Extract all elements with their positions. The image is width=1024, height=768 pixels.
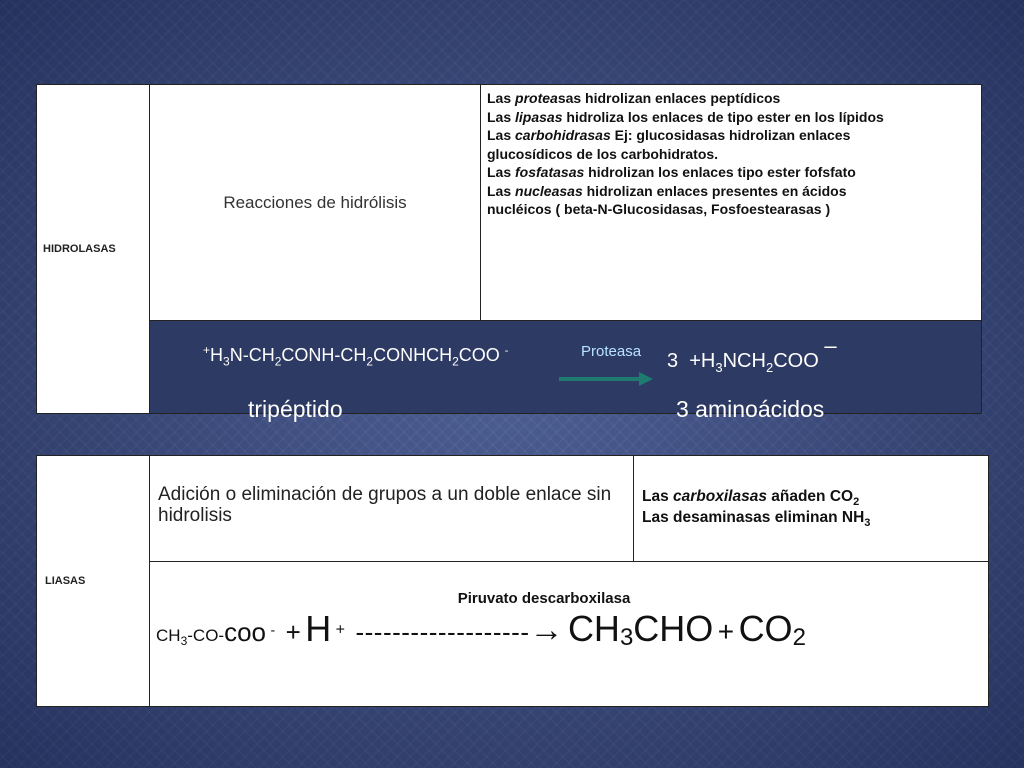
liasas-equation: $CH_3-CO$-coo - + H + -------------------→ $CH_3CHO + CO_2$ <box>156 608 806 652</box>
enzyme-line: Las fosfatasas hidrolizan los enlaces tipo ester fofsfato <box>487 164 856 180</box>
hidrolasas-class-cell <box>36 84 150 414</box>
liasas-enzymes-cell <box>633 455 989 562</box>
hidrolasas-reaction-type: Reacciones de hidrólisis <box>223 193 407 212</box>
reactant-name: tripéptido <box>248 396 343 422</box>
reactant-formula: $^+H_3N-CH_2CONH-CH_2CONHCH_2COO$ - <box>203 343 509 369</box>
hidrolasas-panel <box>36 84 982 422</box>
piruvato-enzyme-name: Piruvato descarboxilasa <box>457 590 631 607</box>
enzyme-line: glucosídicos de los carbohidratos. <box>487 145 719 162</box>
hidrolasas-label: HIDROLASAS <box>43 243 116 255</box>
hidrolasas-reaction-cell <box>149 84 481 321</box>
liasas-panel <box>36 455 989 707</box>
reaction-arrow <box>557 371 657 387</box>
enzyme-label-proteasa: Proteasa <box>581 343 642 360</box>
enzyme-line: Las lipasas hidroliza los enlaces de tipo ester en los lípidos <box>487 108 884 125</box>
liasas-label: LIASAS <box>45 575 86 587</box>
liasas-class-cell <box>36 455 150 707</box>
liasas-enzyme-list <box>642 486 988 528</box>
product-name: 3 aminoácidos <box>676 396 825 422</box>
hidrolasas-enzymes-cell <box>480 84 982 321</box>
liasas-equation-cell <box>149 561 989 707</box>
enzyme-line: Las proteasas hidrolizan enlaces peptídicos <box>487 90 781 106</box>
hidrolasas-enzyme-list <box>487 89 981 219</box>
enzyme-line: nucléicos ( beta-N-Glucosidasas, Fosfoestearasas ) <box>487 201 831 217</box>
enzyme-line: Las desaminasas eliminan $NH_3$ <box>642 509 871 530</box>
enzyme-line: Las carboxilasas añaden $CO_2$ <box>642 488 860 509</box>
product-formula: $3 +H_3NCH_2COO$ – <box>667 333 837 375</box>
enzyme-line: Las carbohidrasas Ej: glucosidasas hidrolizan enlaces <box>487 127 851 143</box>
liasas-reaction-cell <box>149 455 634 562</box>
enzyme-line: Las nucleasas hidrolizan enlaces presentes en ácidos <box>487 182 847 199</box>
liasas-reaction-type: Adición o eliminación de grupos a un doble enlace sin hidrolisis <box>158 484 612 526</box>
